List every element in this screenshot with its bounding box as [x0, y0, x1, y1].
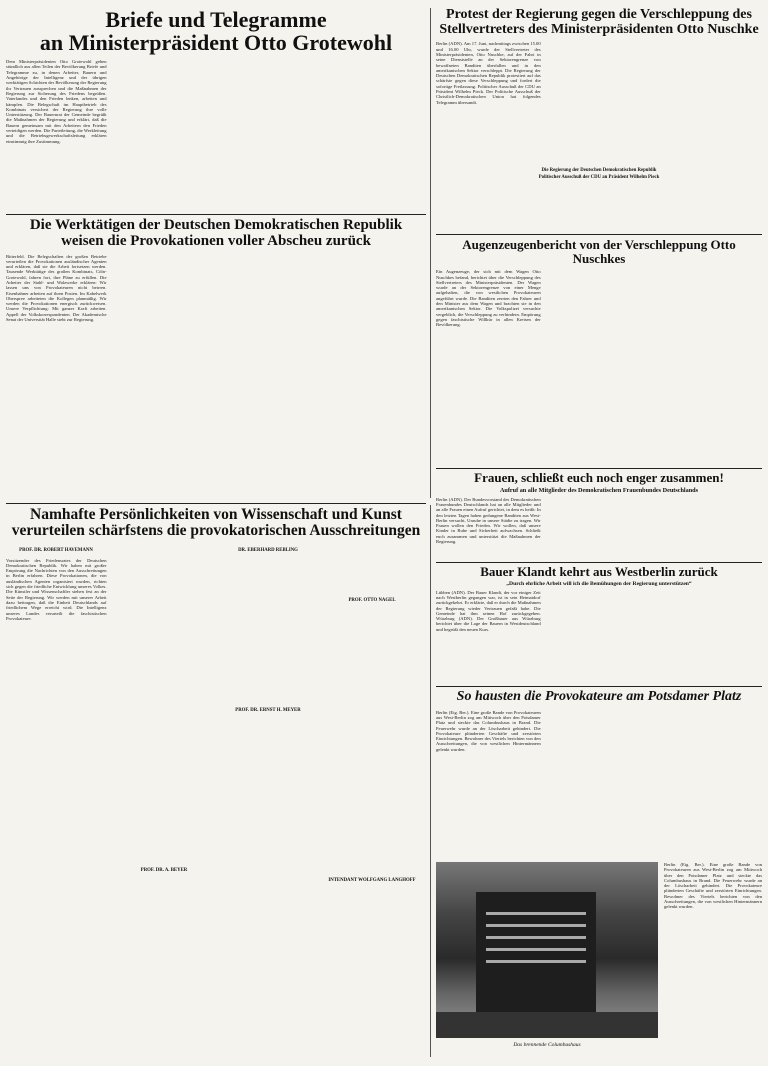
horizontal-rule [436, 686, 762, 687]
author-name: PROF. DR. ROBERT HAVEMANN [19, 547, 93, 553]
article-body-briefe: Dem Ministerpräsidenten Otto Grotewohl gehen stündlich aus allen Teilen der Bevölkerung Briefe und Telegramme zu, in denen Arbeiter, Bauern und Angehörige der Intelligenz und der übrigen werktätigen Schichten der Bevölkerung der Regierung ihr Vertrauen aussprechen und die Maßnahmen der Regierung zur Sicherung des Friedens begrüßen. Vaterlandes und den Frieden lenken, arbeiten und kämpfen. Die Belegschaft im Hauptbetrieb des Kombinats versichert der Regierung ihre volle Unterstützung. Der Bauernrat der Gemeinde begrüßt die Maßnahmen der Regierung und erklärt, daß die Bauern gemeinsam mit den Arbeitern den Frieden verteidigen werden. Die Parteileitung, die Werkleitung und die Betriebsgewerkschaftsleitung erklären einstimmig ihre Zustimmung. [6, 59, 107, 144]
column-divider [430, 505, 431, 1057]
headline-namhafte-line1: Namhafte Persönlichkeiten von Wissenschaft und Kunst [30, 507, 402, 523]
horizontal-rule [6, 503, 426, 504]
horizontal-rule [6, 214, 426, 215]
photo-caption: Das brennende Columbushaus [513, 1042, 581, 1048]
headline-namhafte-line2: verurteilen schärfstens die provokatorischen Ausschreitungen [11, 522, 421, 540]
article-body-potsdamer-platz-continued [664, 862, 762, 1058]
author-name: PROF. DR. A. BEYER [140, 867, 188, 873]
article-body-bauer-klandt: Lübben (ADN). Der Bauer Klandt, der vor einiger Zeit nach Westberlin gegangen war, ist in sein Heimatdorf zurückgekehrt. Er erklärte, daß er durch die Maßnahmen der Regierung wieder Vertrauen gefaßt habe. Die Gemeinde hat ihm seinen Hof zurückgegeben. Würzburg (ADN). Der Großbauer aus Würzburg berichtet über die Lage der Bauern in Westdeutschland und begrüßt den neuen Kurs. [436, 589, 541, 632]
headline-potsdamer-platz: So hausten die Provokateure am Potsdamer Platz [456, 690, 742, 704]
article-body-frauen: Berlin (ADN). Der Bundesvorstand des Demokratischen Frauenbundes Deutschlands hat an alle Mitglieder und an alle Frauen einen Aufruf gerichtet, in dem es heißt: In den letzten Tagen haben gedungene Banditen aus West-Berlin versucht, Unruhe in unsere Städte zu tragen. Wir Frauen wollen den Frieden. Wir wollen, daß unsere Kinder in Ruhe und Sicherheit aufwachsen. Schließt euch zusammen und unterstützt die Maßnahmen der Regierung. [436, 496, 541, 545]
article-body-werktaetige: Bitterfeld. Die Belegschaften der großen Betriebe verurteilen die Provokationen ausländischer Agenten und erklären, daß sie die Arbeit fortsetzen werden. Tausende Werktätige des großen Kombinats, Cöln-Grotewohl, fahren fort, ihre Pläne zu erfüllen. Die Arbeiter der Stahl- und Walzwerke erklären: Wir lassen uns von Provokateuren nicht beirren. Eisenbahner arbeiten auf ihren Posten. Im Kabelwerk Oberspree arbeiteten die Kollegen planmäßig. Wir werden die Provokationen energisch zurückweisen. Unsere Verpflichtung: Mit ganzer Kraft arbeiten. Appell der Volkskorrespondenten. Der Akademische Senat der Universität Halle steht zur Regierung. [6, 253, 107, 323]
subhead-frauen: Aufruf an alle Mitglieder des Demokratischen Frauenbundes Deutschlands [499, 486, 699, 494]
column-divider [430, 8, 431, 498]
horizontal-rule [436, 234, 762, 235]
headline-protest-line1: Protest der Regierung gegen die Verschleppung des [446, 8, 752, 22]
article-body-namhafte: Vorsitzender des Friedensrates der Deutschen Demokratischen Republik. Wir haben mit großer Empörung die Nachrichten von den Ausschreitungen in Berlin erfahren. Diese Provokationen, die von ausländischen Agenten organisiert wurden, richten sich gegen die friedliche Entwicklung unseres Volkes. Die Künstler und Wissenschaftler stehen fest an der Seite der Regierung. Wir werden mit unserer Arbeit dazu beitragen, daß die Einheit Deutschlands auf friedlichem Wege erreicht wird. Die Intelligenz unseres Landes verurteilt die faschistischen Provokateure. [6, 557, 107, 621]
headline-briefe-line1: Briefe und Telegramme [105, 8, 327, 32]
headline-werktaetige-line2: weisen die Provokationen voller Abscheu zurück [61, 232, 371, 249]
article-augenzeugenbericht [436, 238, 762, 466]
byline-regierung: Die Regierung der Deutschen Demokratischen Republik [541, 168, 657, 174]
article-werktaetige [6, 218, 426, 498]
headline-augenzeugenbericht: Augenzeugenbericht von der Verschleppung Otto Nuschkes [462, 238, 736, 266]
horizontal-rule [436, 468, 762, 469]
headline-briefe-line2: an Ministerpräsident Otto Grotewohl [39, 30, 393, 56]
article-briefe-telegramme [6, 8, 426, 213]
article-body-continued: Berlin (Eig. Ber.). Eine große Bande von Provokateuren aus West-Berlin zog am Mittwoch über den Potsdamer Platz und steckte das Columbushaus in Brand. Die Feuerwehr wurde an der Löscharbeit gehindert. Die Provokateure plünderten Geschäfte und zerstörten Einrichtungen. Bewohner des Viertels berichten von den Ausschreitungen, die von westlichen Hintermännern gelenkt wurden. [664, 862, 762, 910]
headline-protest-line2: Stellvertreters des Ministerpräsidenten Otto Nuschke [439, 21, 759, 37]
author-name: PROF. DR. ERNST H. MEYER [235, 707, 301, 713]
article-body-augenzeugenbericht: Ein Augenzeuge, der sich mit dem Wagen Otto Nuschkes befand, berichtet über die Verschleppung des Stellvertreters des Ministerpräsidenten. Der Wagen wurde an der Sektorengrenze von einer Menge aufgehalten, die von westlichen Provokateuren angeführt wurde. Die Banditen zerrten den Fahrer und den Minister aus dem Wagen und brachten sie in den amerikanischen Sektor. Die Volkspolizei versuchte vergeblich, die Verschleppung zu verhindern. Empörung gegen faschistische Willkür in allen Kreisen der Bevölkerung. [436, 269, 541, 328]
subhead-bauer-klandt: „Durch ehrliche Arbeit will ich die Bemühungen der Regierung unterstützen“ [506, 580, 692, 587]
horizontal-rule [436, 562, 762, 563]
article-body-potsdamer-platz: Berlin (Eig. Ber.). Eine große Bande von Provokateuren aus West-Berlin zog am Mittwoch über den Potsdamer Platz und steckte das Columbushaus in Brand. Die Feuerwehr wurde an der Löscharbeit gehindert. Die Provokateure plünderten Geschäfte und zerstörten Einrichtungen. Bewohner des Viertels berichten von den Ausschreitungen, die von westlichen Hintermännern gelenkt wurden. [436, 709, 541, 752]
headline-frauen: Frauen, schließt euch noch enger zusammen! [474, 471, 724, 485]
article-protest-regierung [436, 8, 762, 233]
article-frauen [436, 471, 762, 559]
article-namhafte-persoenlichkeiten [6, 507, 426, 1059]
photo-burning-columbushaus [436, 862, 658, 1038]
crowd-silhouette [436, 1012, 658, 1038]
subhead-cdu-ausschuss: Politischer Ausschuß der CDU an Präsident Wilhelm Pieck [538, 175, 660, 181]
article-bauer-klandt [436, 565, 762, 683]
author-name: PROF. OTTO NAGEL [348, 597, 396, 603]
headline-bauer-klandt: Bauer Klandt kehrt aus Westberlin zurück [480, 565, 718, 579]
headline-werktaetige-line1: Die Werktätigen der Deutschen Demokratischen Republik [29, 218, 403, 233]
author-name: INTENDANT WOLFGANG LANGHOFF [328, 877, 416, 883]
article-body-protest: Berlin (ADN). Am 17. Juni, nachmittags zwischen 15.00 und 16.00 Uhr, wurde der Stellvertreter des Ministerpräsidenten, Otto Nuschke, auf der Fahrt in seine Dienststelle an der Sektorengrenze von bewaffneten Banditen überfallen und in den amerikanischen Sektor verschleppt. Die Regierung der Deutschen Demokratischen Republik protestiert auf das schärfste gegen diese Verschleppung und fordert die sofortige Freilassung. Politischer Ausschuß der CDU an Präsident Wilhelm Pieck. Der Politische Ausschuß der Christlich-Demokratischen Union hat folgendes Telegramm übersandt. [436, 41, 541, 105]
author-name: DR. EBERHARD REBLING [238, 547, 298, 553]
